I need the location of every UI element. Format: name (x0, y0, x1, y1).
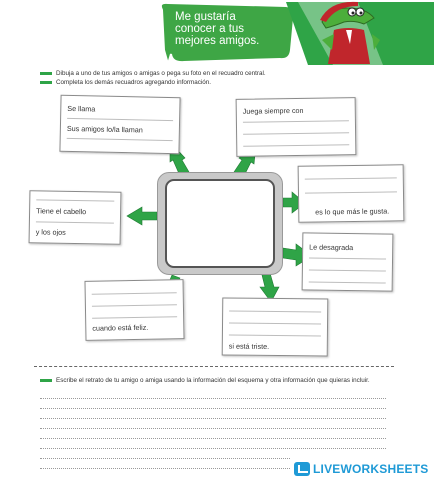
write-line[interactable] (229, 323, 321, 325)
write-line[interactable] (243, 144, 349, 146)
label-juega: Juega siempre con (242, 105, 304, 116)
write-line[interactable] (309, 257, 386, 259)
label-desagrada: Le desagrada (309, 242, 354, 253)
card-dislikes (302, 232, 394, 291)
label-ojos: y los ojos (35, 227, 66, 237)
card-plays (236, 97, 357, 157)
bullet-bar-icon (40, 379, 52, 382)
label-feliz: cuando está feliz. (92, 322, 149, 333)
arrow-left-icon (127, 207, 157, 225)
writing-line[interactable] (40, 458, 290, 459)
label-triste: si está triste. (228, 341, 270, 351)
write-line[interactable] (229, 335, 321, 337)
write-line[interactable] (229, 311, 321, 313)
label-sus-amigos: Sus amigos lo/la llaman (66, 123, 143, 135)
write-line[interactable] (92, 304, 177, 306)
card-hair (29, 190, 122, 245)
photo-drop-area[interactable] (165, 179, 275, 268)
bottom-instruction (40, 377, 390, 385)
card-name (59, 95, 180, 155)
liveworksheets-check-icon (294, 462, 310, 476)
bottom-instruction-text: Escribe el retrato de tu amigo o amiga usando la información del esquema y otra información que quieras incluir. (56, 377, 370, 384)
writing-line[interactable] (40, 448, 386, 449)
write-line[interactable] (36, 199, 114, 201)
writing-line[interactable] (40, 438, 386, 439)
writing-line[interactable] (40, 408, 386, 409)
write-line[interactable] (305, 191, 397, 193)
section-divider (34, 366, 394, 367)
write-line[interactable] (243, 120, 349, 122)
label-cabello: Tiene el cabello (36, 206, 87, 217)
bubble-line: conocer a tus (175, 23, 245, 35)
write-line[interactable] (309, 269, 386, 271)
card-sad (222, 297, 329, 356)
write-line[interactable] (309, 281, 386, 283)
bubble-line: mejores amigos. (175, 35, 260, 47)
instruction-text: Dibuja a uno de tus amigos o amigas o pega su foto en el recuadro central. (56, 70, 266, 77)
writing-line[interactable] (40, 398, 386, 399)
writing-line[interactable] (40, 468, 290, 469)
label-se-llama: Se llama (67, 103, 96, 114)
write-line[interactable] (67, 118, 173, 121)
label-le-gusta: es lo que más le gusta. (315, 206, 390, 217)
write-line[interactable] (67, 138, 173, 141)
bubble-line: Me gustaría (175, 11, 236, 23)
instruction-text: Completa los demás recuadros agregando información. (56, 79, 212, 86)
photo-frame (157, 172, 283, 275)
liveworksheets-text: LIVEWORKSHEETS (313, 462, 429, 476)
write-line[interactable] (92, 292, 177, 294)
write-line[interactable] (305, 177, 397, 179)
liveworksheets-logo (294, 461, 428, 477)
writing-line[interactable] (40, 418, 386, 419)
writing-line[interactable] (40, 428, 386, 429)
card-happy (84, 279, 184, 341)
write-line[interactable] (36, 221, 114, 223)
write-line[interactable] (243, 132, 349, 134)
write-line[interactable] (92, 316, 177, 318)
card-likes (298, 164, 405, 222)
